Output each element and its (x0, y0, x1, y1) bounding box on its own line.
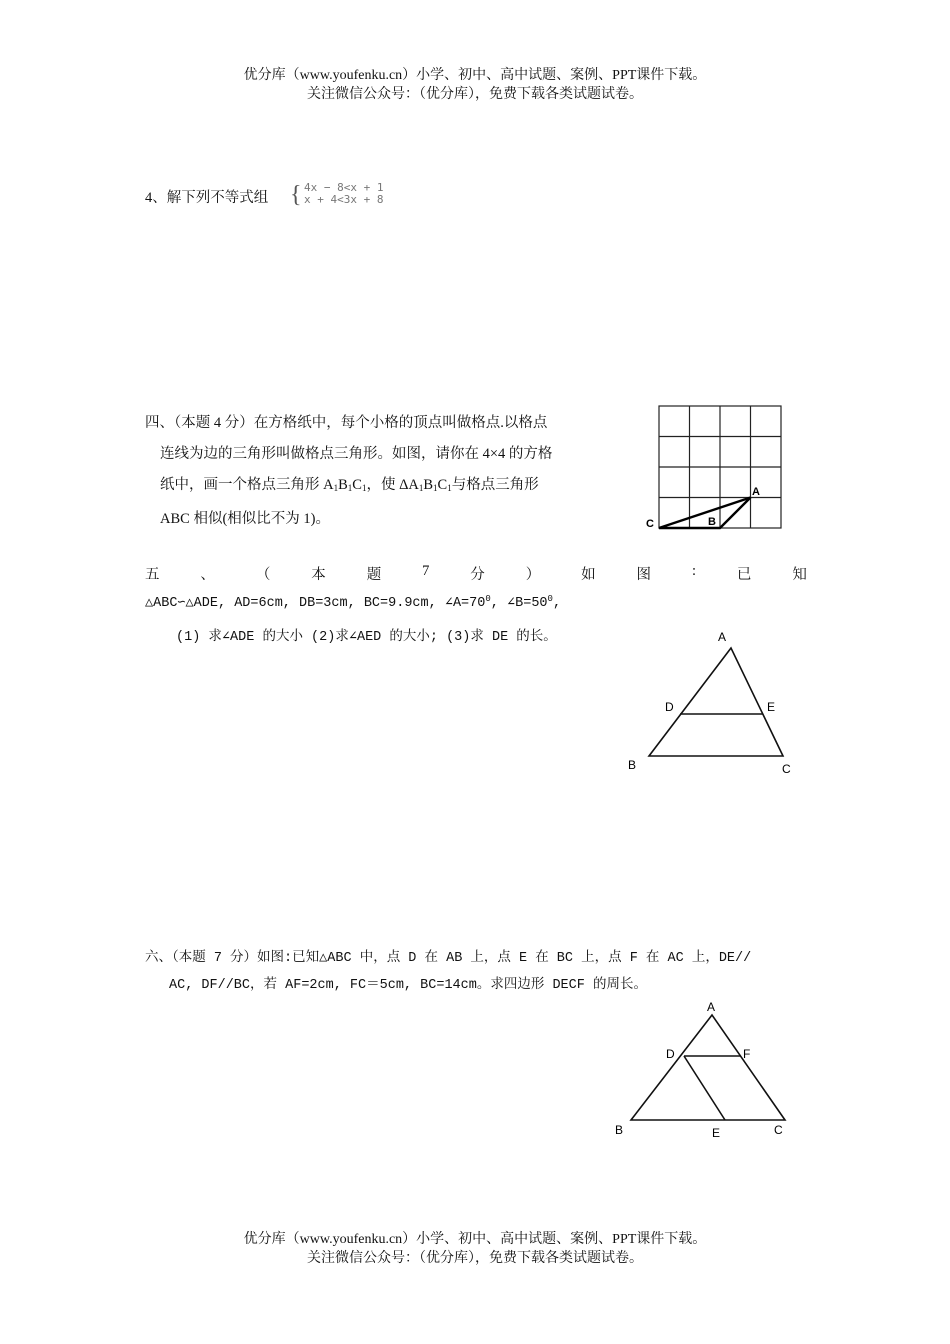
footer-line-2: 关注微信公众号：（优分库），免费下载各类试题试卷。 (307, 1251, 643, 1266)
inequality-1: 4x − 8<x + 1 (304, 181, 384, 194)
section-6-text (145, 945, 751, 999)
page-footer (0, 1230, 950, 1268)
system-brace: { (290, 182, 302, 208)
label-b: B (628, 758, 637, 772)
grid-figure (640, 400, 790, 535)
grid-label-b: B (708, 516, 716, 528)
page-header (0, 66, 950, 104)
label-a: A (718, 630, 727, 644)
s6-line-2: AC, DF//BC，若 AF=2cm, FC＝5cm, BC=14cm。求四边形 DECF 的周长。 (169, 978, 647, 993)
label-e: E (767, 700, 776, 714)
grid-lines (659, 406, 781, 528)
section-4-text (145, 408, 635, 535)
s5-line-3: (1) 求∠ADE 的大小 (2)求∠AED 的大小; (3)求 DE 的长。 (176, 630, 557, 645)
header-line-2: 关注微信公众号：（优分库），免费下载各类试题试卷。 (307, 87, 643, 102)
label-c: C (774, 1123, 783, 1137)
s4-line-3: 纸中，画一个格点三角形 $A_1B_1C_1$，使 $\Delta A_1B_1C_1$与格点三角形 (160, 477, 539, 493)
label-e: E (712, 1126, 721, 1140)
quadrilateral-figure (605, 995, 805, 1145)
label-c: C (782, 762, 791, 776)
s5-title: 五 、 （ 本 题 7 分 ） 如 图 : 已 知 (145, 563, 807, 583)
segment-de (684, 1056, 725, 1120)
s6-line-1: 六、（本题 7 分）如图:已知△ABC 中，点 D 在 AB 上，点 E 在 BC 上，点 F 在 AC 上，DE// (145, 951, 752, 966)
triangle-abc-lines (631, 1015, 785, 1120)
label-d: D (665, 700, 674, 714)
label-d: D (666, 1047, 675, 1061)
s4-line-2: 连线为边的三角形叫做格点三角形。如图，请你在 4×4 的方格 (160, 446, 553, 462)
triangle-ade-figure (620, 626, 810, 781)
inequality-system (304, 182, 383, 206)
label-a: A (707, 1000, 716, 1014)
triangle-abc (659, 498, 751, 529)
grid-label-c: C (646, 518, 654, 530)
inequality-2: x + 4<3x + 8 (304, 193, 384, 206)
grid-label-a: A (752, 486, 760, 498)
q4-label: 4、解下列不等式组 (145, 190, 269, 206)
s4-line-1: 四、（本题 4 分）在方格纸中，每个小格的顶点叫做格点.以格点 (145, 415, 548, 431)
label-b: B (615, 1123, 624, 1137)
header-line-1: 优分库（www.youfenku.cn）小学、初中、高中试题、案例、PPT课件下载。 (243, 68, 707, 83)
s5-line-2: △ABC∽△ADE, AD=6cm, DB=3cm, BC=9.9cm, $\angle A=70^0$, $\angle B=50^0$, (145, 594, 562, 611)
label-f: F (743, 1047, 751, 1061)
footer-line-1: 优分库（www.youfenku.cn）小学、初中、高中试题、案例、PPT课件下载。 (243, 1232, 707, 1247)
s4-line-4: ABC 相似(相似比不为 1)。 (160, 511, 330, 527)
